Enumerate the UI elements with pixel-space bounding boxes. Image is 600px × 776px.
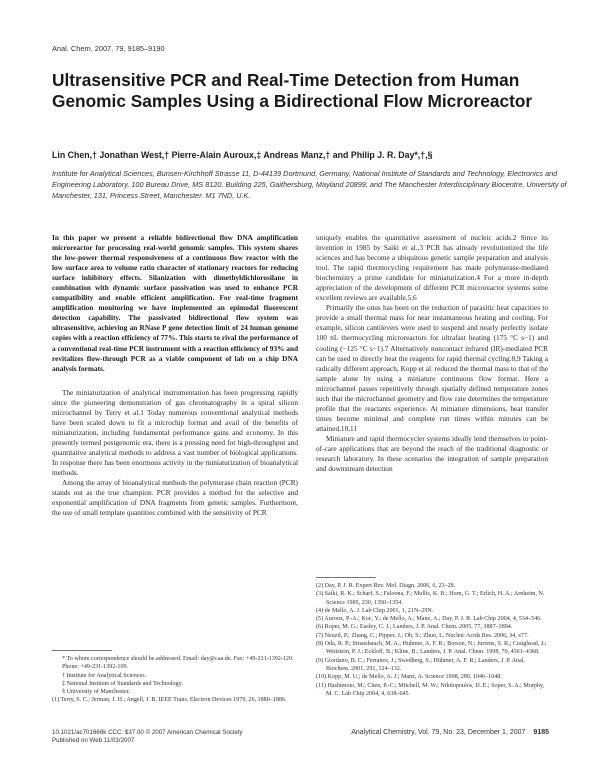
body-paragraph: The miniaturization of analytical instrumentation has been progressing rapidly since the pioneering demonstration of gas chromatography in a spiral silicon microchannel by Terry et al.1 Today numerous conventional analytical methods have been scaled down to fit a microchip format and avail of the benefits of miniaturization, including fundamental performance gains and economy. In this presently termed postgenomic era, there is a pressing need for high-throughput and quantitative analytical methods to address a vast number of biological applications. In response there has been enormous activity in the miniaturization of bioanalytical methods. [52,387,298,478]
body-paragraph: Primarily the onus has been on the reduction of parasitic heat capacities to provide a small thermal mass for near instantaneous heating and cooling. For example, silicon cantilevers were used to suspend and nearly perfectly isolate 100 nL thermocycling microreactors for ultrafast heating (175 °C s−1) and cooling (−125 °C s−1).7 Alternatively noncontact infrared (IR)-mediated PCR can be used to directly heat the reagents for rapid thermal cycling.8,9 Taking a radically different approach, Kopp et al. reduced the thermal mass to that of the sample alone by using a miniature continuous flow format. Here a microchannel passes repetitively through spatially defined temperature zones such that the microchannel geometry and flow rate determines the temperature profile that the reactants experience. At miniature dimensions, heat transfer times become minimal and complete run times within minutes can be attained.10,11 [316,303,548,433]
body-paragraph: Miniature and rapid thermocycler systems ideally lend themselves to point-of-care applications that are beyond the reach of the traditional diagnostic or research laboratory. In these scenarios the integration of sample preparation and downstream detection [316,433,548,474]
footer-citation [351,729,549,736]
footer-doi: 10.1021/ac701668k CCC: $37.00 © 2007 American Chemical Society [52,729,243,736]
body-paragraph: uniquely enables the quantitative assessment of nucleic acids.2 Since its invention in 1985 by Saiki et al.,3 PCR has already revolutionized the life sciences and has become a ubiquitous genetic sample preparation and analysis tool. The rapid thermocycling requirement has made polymerase-mediated biochemistry a prime candidate for miniaturization.4 For a more in-depth appreciation of the development of different PCR microreactor systems some excellent reviews are available.5,6 [316,233,548,303]
reference-item: (11) Hashimoto, M.; Chen, P.-C.; Mitchell, M. W.; Nikitopoulos, D. E.; Soper, S. A.; Murphy, M. C. Lab Chip 2004, 4, 638–645. [316,682,545,697]
references-divider [316,577,376,578]
article-title: Ultrasensitive PCR and Real-Time Detection from Human Genomic Samples Using a Bidirectional Flow Microreactor [52,70,533,111]
journal-citation-header: Anal. Chem. 2007, 79, 9185–9190 [52,44,165,53]
reference-list [316,582,548,698]
reference-item: (9) Giordano, B. C.; Ferrance, J.; Swedberg, S.; Hühmer, A. F. R.; Landers, J. P. Anal. Biochem. 2001, 291, 124–132. [316,657,526,672]
abstract: In this paper we present a reliable bidirectional flow DNA amplification microreactor for processing real-world genomic samples. This system shares the low-power thermal responsiveness of a continuous flow reactor with the low surface area to volume ratio character of stationary reactors for reducing surface inhibitory effects. Silanization with dimethyldichlorosilane in combination with dynamic surface passivation was used to enhance PCR compatibility and enable efficient amplification. For real-time fragment amplification monitoring we have implemented an epimodal fluorescent detection capability. The passivated bidirectional flow system was ultrasensitive, achieving an RNase P gene detection limit of 24 human genome copies with a reaction efficiency of 77%. This starts to rival the performance of a conventional real-time PCR instrument with a reaction efficiency of 93% and revitalizes flow-through PCR as a viable component of lab on a chip DNA analysis formats. [52,233,298,373]
page-number: 9185 [533,729,549,736]
footnotes-divider [52,650,112,651]
reference-item: (8) Oda, R. P.; Strausbauch, M. A.; Huhmer, A. F. R.; Borson, N.; Jurrens, S. R.; Craighead, J.; Wettstein, P. J.; Eckloff, B.; Kline, B.; Landers, J. P. Anal. Chem. 1998, 70, 4361–4368. [316,641,547,656]
footnote-item: § University of Manchester. [62,689,131,696]
left-column [52,233,298,518]
author-list: Lin Chen,† Jonathan West,† Pierre-Alain Auroux,‡ Andreas Manz,† and Philip J. R. Day*,†,§ [52,150,433,160]
reference-item: (2) Day, P. J. R. Expert Rev. Mol. Diagn. 2006, 6, 23–28. [316,583,456,589]
reference-item: (1) Terry, S. C.; Jerman, J. H.; Angell, J. B. IEEE Trans. Electron Devices 1979, 26, 1880–1886. [52,697,287,704]
footnote-item: † Institute for Analytical Sciences. [62,672,147,679]
reference-item: (3) Saiki, R. K.; Scharf, S.; Faloona, F.; Mullis, K. B.; Horn, G. T.; Erlich, H. A.; Arnheim, N. Science 1985, 230, 1350–1354. [316,591,545,606]
author-affiliations: Institute for Analytical Sciences, Bunsen-Kirchhoff Strasse 11, D-44139 Dortmund, Germany, National Institute of Standards and Technology, Electronics and Engineering Laboratory, 100 Bureau Drive, MS 8120, Building 225, Gaithersburg, Mayland 20899, and The Manchester Interdisciplinary Biocentre, University of Manchester, 131, Princess Street, Manchester. M1 7ND, U.K. [52,169,567,201]
footer-journal-issue: Analytical Chemistry, Vol. 79, No. 23, December 1, 2007 [351,729,526,736]
reference-item: (10) Kopp, M. U.; de Mello, A. J.; Manz, A. Science 1998, 280, 1046–1048. [316,674,502,681]
reference-item: (4) de Mello, A. J. Lab Chip 2001, 1, 21N–29N. [316,607,434,614]
footer-published-date: Published on Web 11/03/2007 [52,737,135,745]
correspondence-footnote: * To whom correspondence should be addressed. Email: day@caa.de. Fax: +49-231-1392-120. Phone: +49-231-1392-109. [62,656,294,671]
body-paragraph: Among the array of bioanalytical methods the polymerase chain reaction (PCR) stands out as the true champion. PCR provides a method for the selective and exponential amplification of DNA fragments from genetic samples. Furthermore, the use of small template quantities combined with the sensitivity of PCR [52,478,298,518]
footer-publication-info [52,729,312,746]
reference-item: (5) Auroux, P.-A.; Koc, Y.; de Mello, A.; Manz, A.; Day, P. J. R. Lab Chip 2004, 4, 534–546. [316,616,542,623]
footnote-item: ‡ National Institute of Standards and Technology. [62,680,183,687]
right-column [316,233,548,474]
footnotes [52,655,298,705]
reference-item: (6) Roper, M. G.; Easley, C. J.; Landers, J. P. Anal. Chem. 2005, 77, 3887–3894. [316,624,513,631]
reference-item: (7) Neuzil, P.; Zhang, C.; Pipper, J.; Oh, S.; Zhuo, L. Nucleic Acids Res. 2006, 34, e77. [316,632,529,639]
